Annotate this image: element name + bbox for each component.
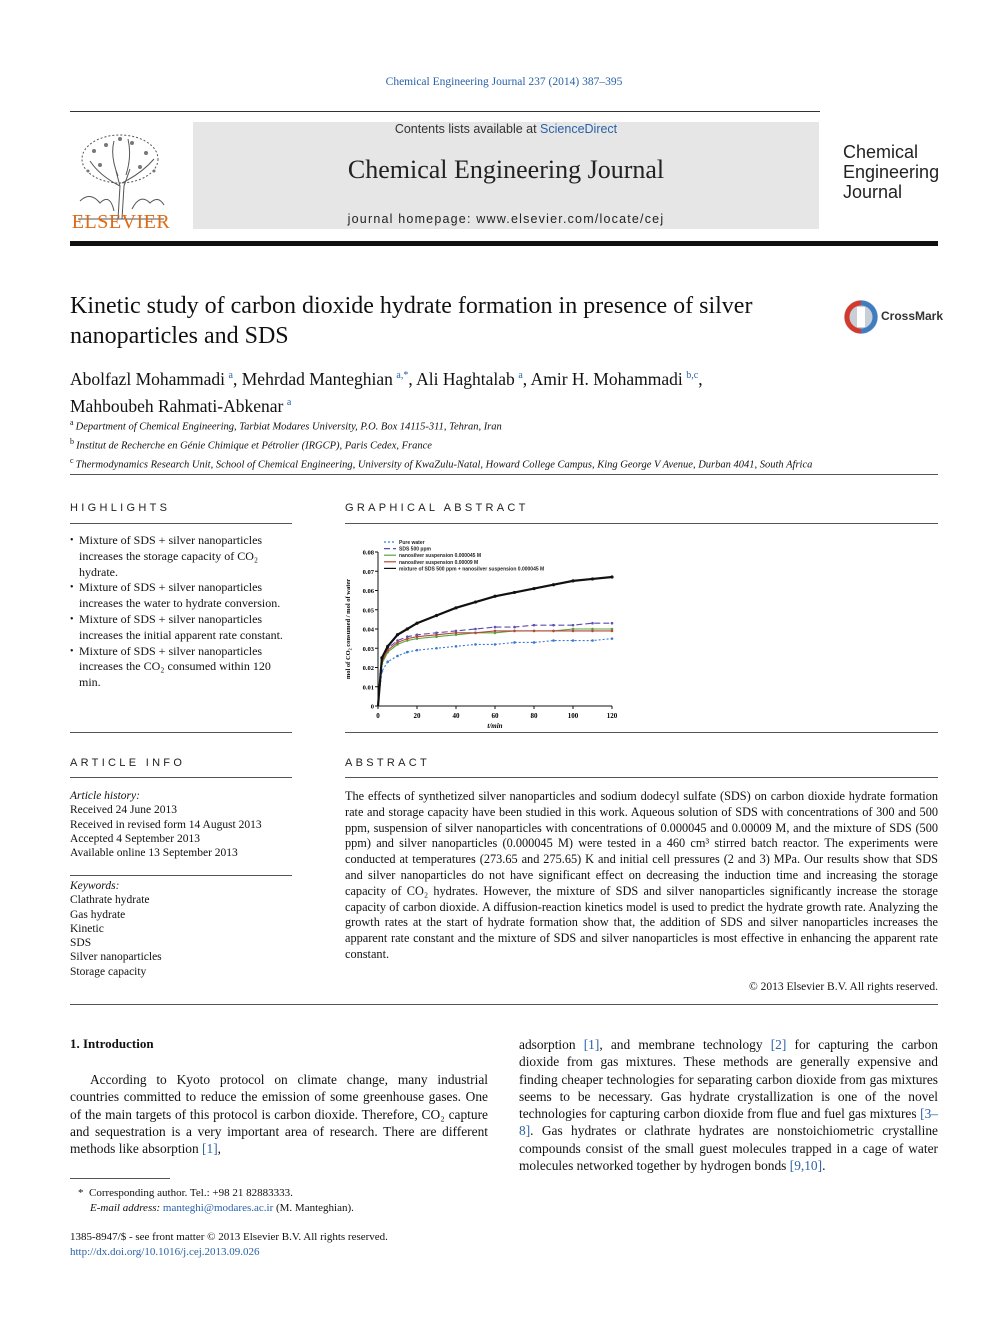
data-point bbox=[591, 630, 594, 633]
highlights-heading: HIGHLIGHTS bbox=[70, 502, 171, 514]
data-point bbox=[474, 643, 477, 646]
author-name[interactable]: Ali Haghtalab bbox=[416, 368, 515, 389]
contents-line bbox=[193, 122, 819, 136]
data-point bbox=[571, 579, 574, 582]
journal-logo-line: Chemical bbox=[843, 142, 919, 162]
data-point bbox=[552, 583, 555, 586]
data-point bbox=[572, 630, 575, 633]
introduction-heading: 1. Introduction bbox=[70, 1036, 154, 1051]
affiliation-key: c bbox=[70, 456, 74, 465]
article-info-rule bbox=[70, 777, 292, 778]
graphical-abstract-bottom-rule bbox=[345, 732, 938, 733]
history-item: Received in revised form 14 August 2013 bbox=[70, 818, 262, 831]
journal-logo-line: Engineering bbox=[843, 162, 940, 182]
x-tick-label: 80 bbox=[530, 712, 538, 720]
contents-prefix: Contents lists available at bbox=[394, 122, 541, 136]
data-point bbox=[494, 630, 497, 633]
data-point bbox=[396, 641, 399, 644]
author-name[interactable]: Mehrdad Manteghian bbox=[241, 368, 393, 389]
journal-logo bbox=[843, 142, 939, 202]
abstract-heading: ABSTRACT bbox=[345, 757, 431, 769]
highlight-item: • Mixture of SDS + silver nanoparticles increases the CO₂ consumed within 120 min. bbox=[70, 644, 292, 691]
author-separator: , bbox=[522, 368, 531, 389]
highlight-item: • Mixture of SDS + silver nanoparticles increases the water to hydrate conversion. bbox=[70, 580, 292, 612]
data-point bbox=[474, 628, 477, 631]
data-point bbox=[386, 645, 389, 648]
y-tick-label: 0.06 bbox=[362, 588, 374, 595]
keyword-item: Kinetic bbox=[70, 922, 104, 935]
affiliations bbox=[70, 416, 950, 473]
email-label: E-mail address: bbox=[90, 1201, 161, 1214]
data-point bbox=[591, 622, 594, 625]
author-separator: , bbox=[698, 368, 703, 389]
data-point bbox=[415, 622, 418, 625]
data-point bbox=[611, 630, 614, 633]
author-affiliation-mark[interactable]: a bbox=[518, 370, 523, 381]
crossmark-button[interactable] bbox=[843, 297, 943, 337]
data-point bbox=[552, 630, 555, 633]
data-point bbox=[591, 639, 594, 642]
y-tick-label: 0.02 bbox=[362, 665, 374, 672]
x-tick-label: 100 bbox=[567, 712, 579, 720]
y-axis-label: mol of CO₂ consumed / mol of water bbox=[345, 578, 352, 680]
data-point bbox=[406, 651, 409, 654]
data-point bbox=[611, 637, 614, 640]
data-point bbox=[533, 641, 536, 644]
data-point bbox=[454, 606, 457, 609]
author-separator: , bbox=[233, 368, 242, 389]
y-tick-label: 0 bbox=[370, 703, 374, 711]
issn-block bbox=[70, 1230, 490, 1259]
affiliation-item bbox=[70, 454, 950, 473]
intro-left-text: According to Kyoto protocol on climate change, many industrial countries committed to reduce the emission of some greenhouse gases. One of the main targets of this protocol is carbon dioxide. Therefore, CO₂ capture and sequestration is a very important area of research. There are different methods like absorption bbox=[70, 1072, 488, 1157]
abstract-copyright: © 2013 Elsevier B.V. All rights reserved. bbox=[749, 981, 938, 993]
data-point bbox=[416, 649, 419, 652]
data-point bbox=[406, 627, 409, 630]
data-point bbox=[572, 624, 575, 627]
legend-label: mixture of SDS 500 ppm + nanosilver suspension 0.000045 M bbox=[399, 566, 545, 573]
abstract-text: The effects of synthetized silver nanoparticles and sodium dodecyl sulfate (SDS) on carbon dioxide hydrate formation rate and storage capacity have been studied in this work. Aqueous solution of SDS with concentrations of 300 and 500 ppm, suspension of silver nanoparticles with concentrations of 0.000045 and 0.00009 M, and the mixture of SDS (500 ppm) and silver nanoparticles (0.000045 M) were tested in a 460 cm³ stirred batch reactor. The experiments were conducted at temperatures (273.65 and 275.65) K and initial cell pressures (2 and 3) MPa. Our results show that SDS and silver nanoparticles do not have significant effect on decreasing the induction time and increasing the storage capacity of CO₂ hydrates. However, the mixture of SDS and silver nanoparticles significantly increase the storage capacity of carbon dioxide. A diffusion-reaction kinetics model is used to predict the hydrate growth rate. Analyzing the growth rates at the start of hydrate formation show that, the addition of SDS and silver nanoparticles increases the apparent rate constant and the mixture of SDS and silver nanoparticles is most effective in enhancing the apparent rate constant. bbox=[345, 789, 938, 961]
intro-text: . Gas hydrates or clathrate hydrates are nonstoichiometric crystalline compounds consist of the small guest molecules trapped in a cage of water molecules networked together by hydrogen bonds bbox=[519, 1123, 938, 1174]
x-tick-label: 0 bbox=[376, 712, 380, 720]
data-point bbox=[474, 600, 477, 603]
article-info-top-rule bbox=[70, 732, 292, 733]
history-item: Received 24 June 2013 bbox=[70, 804, 177, 817]
keyword-item: Clathrate hydrate bbox=[70, 894, 150, 907]
data-point bbox=[552, 639, 555, 642]
graphical-abstract-rule bbox=[345, 523, 938, 524]
y-tick-label: 0.08 bbox=[362, 549, 374, 557]
affiliation-rule bbox=[70, 474, 938, 475]
top-rule bbox=[70, 111, 820, 112]
citation-link[interactable]: [3–8] bbox=[519, 1106, 938, 1139]
x-tick-label: 120 bbox=[606, 712, 618, 720]
journal-reference[interactable]: Chemical Engineering Journal 237 (2014) 387–395 bbox=[385, 76, 623, 88]
keywords-rule bbox=[70, 875, 292, 876]
graphical-abstract-heading: GRAPHICAL ABSTRACT bbox=[345, 502, 529, 514]
history-item: Available online 13 September 2013 bbox=[70, 847, 238, 860]
keyword-item: Gas hydrate bbox=[70, 908, 126, 921]
intro-left-paragraph: According to Kyoto protocol on climate change, many industrial countries committed to reduce the emission of some greenhouse gases. One of the main targets of this protocol is carbon dioxide. Therefore, CO₂ capture and sequestration is a very important area of research. There are different methods like absorption [1], bbox=[70, 1072, 488, 1157]
intro-text: adsorption bbox=[519, 1037, 584, 1052]
series-line bbox=[378, 629, 612, 706]
legend-label: Pure water bbox=[399, 540, 425, 546]
intro-text: for capturing the carbon dioxide from gas mixtures. These methods are generally expensive and finding cheaper technologies for separating carbon dioxide from gas mixtures seems to be necessary. Gas hydrate crystallization is one of the novel technologies for capturing carbon dioxide from flue and fuel gas mixtures bbox=[519, 1037, 938, 1122]
series-line bbox=[378, 631, 612, 706]
author-separator: , bbox=[408, 368, 417, 389]
keyword-item: SDS bbox=[70, 937, 92, 950]
citation-link[interactable]: [1] bbox=[583, 1037, 600, 1052]
author-name[interactable]: Amir H. Mohammadi bbox=[530, 368, 683, 389]
y-tick-label: 0.04 bbox=[362, 626, 374, 634]
author-list bbox=[70, 364, 930, 418]
keyword-item: Storage capacity bbox=[70, 965, 147, 978]
data-point bbox=[396, 655, 399, 658]
author-affiliation-mark[interactable]: a bbox=[286, 396, 292, 408]
affiliation-text: Department of Chemical Engineering, Tarbiat Modares University, P.O. Box 14115-311, Tehran, Iran bbox=[75, 421, 502, 433]
y-tick-label: 0.05 bbox=[362, 607, 374, 615]
email-link[interactable]: manteghi@modares.ac.ir bbox=[162, 1201, 274, 1214]
data-point bbox=[494, 626, 497, 629]
keywords-label: Keywords: bbox=[70, 880, 120, 892]
citation-link[interactable]: [1] bbox=[202, 1141, 218, 1157]
highlights-list bbox=[70, 533, 292, 691]
affiliation-key: b bbox=[70, 437, 74, 446]
citation-link[interactable]: [9,10] bbox=[789, 1158, 823, 1174]
corresponding-footnote bbox=[78, 1186, 478, 1215]
legend-label: nanosilver suspension 0.00009 M bbox=[399, 559, 479, 566]
data-point bbox=[552, 624, 555, 627]
history-item: Accepted 4 September 2013 bbox=[70, 832, 200, 845]
abstract-bottom-rule bbox=[70, 1004, 938, 1005]
affiliation-item bbox=[70, 416, 950, 435]
footnote-rule bbox=[70, 1178, 170, 1179]
doi-link[interactable]: http://dx.doi.org/10.1016/j.cej.2013.09.026 bbox=[70, 1245, 260, 1258]
author-affiliation-mark[interactable]: a,* bbox=[396, 370, 409, 381]
data-point bbox=[493, 595, 496, 598]
highlight-item: • Mixture of SDS + silver nanoparticles increases the storage capacity of CO₂ hydrate. bbox=[70, 533, 292, 580]
data-point bbox=[610, 575, 613, 578]
abstract-rule bbox=[345, 777, 938, 778]
data-point bbox=[591, 577, 594, 580]
article-history-label: Article history: bbox=[70, 790, 140, 802]
article-history bbox=[70, 789, 292, 860]
legend-label: nanosilver suspension 0.000045 M bbox=[399, 553, 481, 560]
affiliation-text: Institut de Recherche en Génie Chimique et Pétrolier (IRGCP), Paris Cedex, France bbox=[76, 440, 432, 452]
highlights-rule bbox=[70, 523, 292, 524]
keyword-item: Silver nanoparticles bbox=[70, 951, 162, 964]
x-axis-label: t/min bbox=[487, 722, 503, 730]
intro-text: . bbox=[822, 1158, 826, 1174]
author-name[interactable]: Mahboubeh Rahmati-Abkenar bbox=[70, 395, 284, 416]
highlight-item: • Mixture of SDS + silver nanoparticles increases the initial apparent rate constant. bbox=[70, 612, 292, 644]
issn-line: 1385-8947/$ - see front matter © 2013 Elsevier B.V. All rights reserved. bbox=[70, 1231, 388, 1243]
header-thick-rule bbox=[70, 241, 938, 246]
citation-link[interactable]: [2] bbox=[770, 1037, 787, 1052]
affiliation-text: Thermodynamics Research Unit, School of Chemical Engineering, University of KwaZulu-Natal, Howard College Campus, King George V Avenue, Durban 4041, South Africa bbox=[75, 459, 813, 471]
data-point bbox=[513, 591, 516, 594]
data-point bbox=[474, 632, 477, 635]
email-suffix: (M. Manteghian). bbox=[275, 1201, 354, 1214]
data-point bbox=[416, 635, 419, 638]
journal-homepage[interactable]: journal homepage: www.elsevier.com/locate/cej bbox=[347, 212, 665, 226]
data-point bbox=[533, 630, 536, 633]
data-point bbox=[396, 633, 399, 636]
data-point bbox=[572, 639, 575, 642]
asterisk-mark: * bbox=[78, 1187, 89, 1199]
data-point bbox=[494, 643, 497, 646]
data-point bbox=[513, 641, 516, 644]
data-point bbox=[435, 647, 438, 650]
legend-label: SDS 500 ppm bbox=[399, 546, 431, 553]
author-affiliation-mark[interactable]: b,c bbox=[686, 370, 699, 381]
x-tick-label: 20 bbox=[413, 712, 421, 720]
data-point bbox=[380, 656, 383, 659]
affiliation-item bbox=[70, 435, 950, 454]
data-point bbox=[611, 622, 614, 625]
x-tick-label: 40 bbox=[452, 712, 460, 720]
y-tick-label: 0.03 bbox=[362, 645, 374, 653]
data-point bbox=[533, 624, 536, 627]
elsevier-wordmark: ELSEVIER bbox=[71, 211, 171, 233]
series-line bbox=[378, 623, 612, 706]
article-title: Kinetic study of carbon dioxide hydrate formation in presence of silver nanoparticles and SDS bbox=[70, 293, 753, 349]
y-tick-label: 0.07 bbox=[362, 568, 374, 576]
data-point bbox=[435, 614, 438, 617]
crossmark-icon bbox=[843, 299, 879, 335]
author-affiliation-mark[interactable]: a bbox=[228, 370, 233, 381]
series-line bbox=[378, 639, 612, 706]
x-tick-label: 60 bbox=[491, 712, 499, 720]
data-point bbox=[532, 587, 535, 590]
y-tick-label: 0.01 bbox=[362, 684, 374, 692]
intro-right-paragraph bbox=[519, 1036, 938, 1174]
intro-text: , and membrane technology bbox=[599, 1037, 771, 1052]
article-info-heading: ARTICLE INFO bbox=[70, 757, 186, 769]
author-name[interactable]: Abolfazl Mohammadi bbox=[70, 368, 226, 389]
graphical-abstract-chart bbox=[340, 540, 630, 730]
sciencedirect-link[interactable]: ScienceDirect bbox=[540, 122, 618, 136]
data-point bbox=[406, 637, 409, 640]
crossmark-label: CrossMark bbox=[881, 309, 944, 323]
keywords bbox=[70, 879, 292, 979]
data-point bbox=[455, 632, 458, 635]
affiliation-key: a bbox=[70, 418, 74, 427]
data-point bbox=[455, 645, 458, 648]
journal-logo-line: Journal bbox=[843, 182, 903, 202]
data-point bbox=[513, 630, 516, 633]
journal-name: Chemical Engineering Journal bbox=[347, 155, 665, 184]
corresponding-text: Corresponding author. Tel.: +98 21 82883333. bbox=[89, 1187, 293, 1199]
data-point bbox=[386, 660, 389, 663]
data-point bbox=[435, 633, 438, 636]
data-point bbox=[513, 626, 516, 629]
